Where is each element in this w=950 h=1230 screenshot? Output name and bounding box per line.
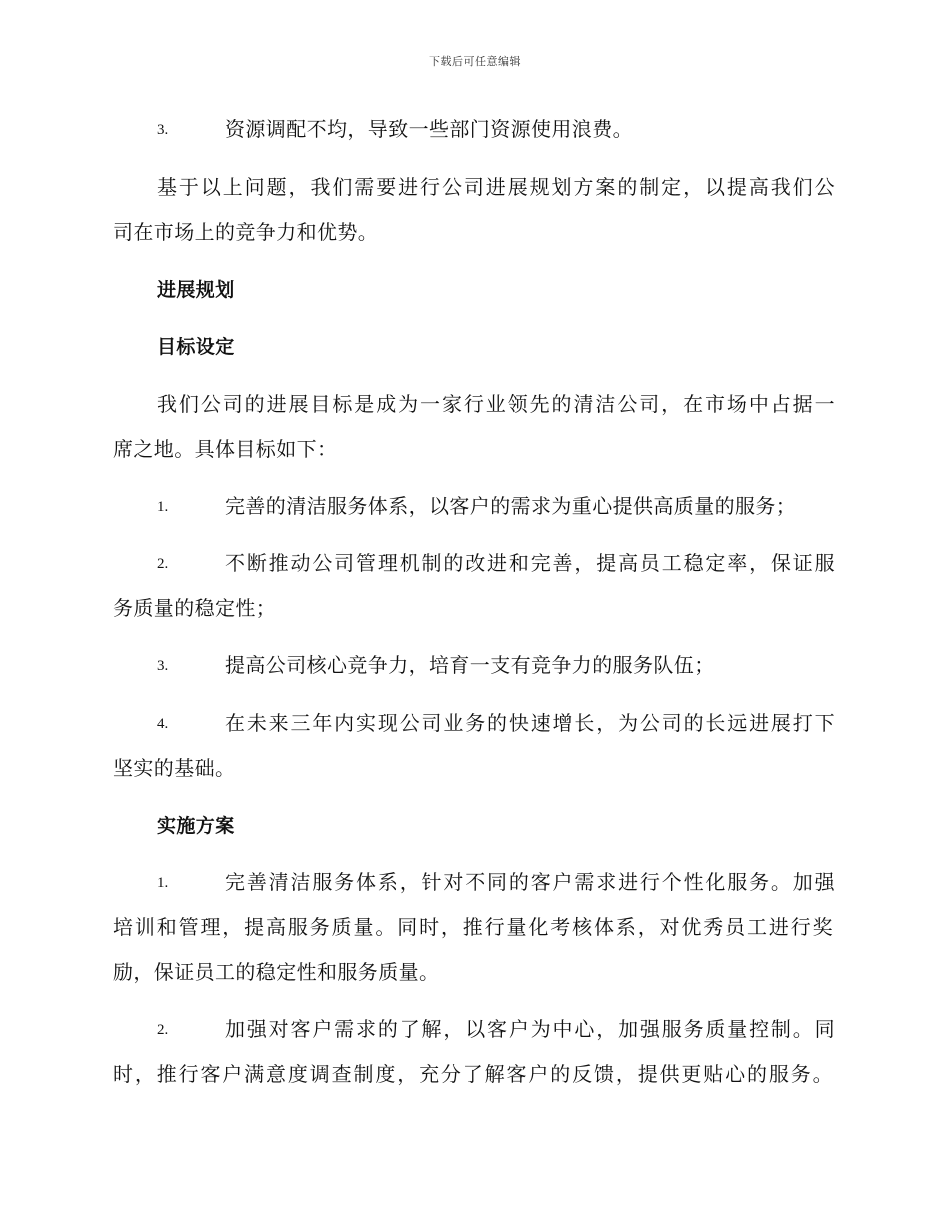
list-number: 3. [157,122,169,138]
paragraph-line: 我们公司的进展目标是成为一家行业领先的清洁公司，在市场中占据一 [157,392,835,416]
paragraph-line: 司在市场上的竞争力和优势。 [113,220,379,244]
list-number: 3. [157,658,169,674]
list-number: 4. [157,716,169,732]
section-heading: 目标设定 [157,336,235,358]
section-heading: 实施方案 [157,815,235,837]
list-item-text: 完善清洁服务体系，针对不同的客户需求进行个性化服务。加强 [225,870,835,894]
list-item-text: 完善的清洁服务体系，以客户的需求为重心提供高质量的服务； [225,494,797,518]
list-item-text: 加强对客户需求的了解，以客户为中心，加强服务质量控制。同 [225,1017,835,1041]
list-item-text: 提高公司核心竞争力，培育一支有竞争力的服务队伍； [225,653,715,677]
list-item-text: 坚实的基础。 [113,756,236,780]
list-item-text: 资源调配不均，导致一些部门资源使用浪费。 [225,117,633,141]
section-heading: 进展规划 [157,279,235,301]
list-number: 2. [157,1022,169,1038]
paragraph-line: 席之地。具体目标如下： [113,437,338,461]
list-number: 2. [157,556,169,572]
list-item-text: 不断推动公司管理机制的改进和完善，提高员工稳定率，保证服 [225,551,835,575]
list-item-text: 时，推行客户满意度调查制度，充分了解客户的反馈，提供更贴心的服务。 [113,1062,833,1086]
list-number: 1. [157,499,169,515]
paragraph-line: 基于以上问题，我们需要进行公司进展规划方案的制定，以提高我们公 [157,175,835,199]
list-number: 1. [157,875,169,891]
page-header: 下载后可任意编辑 [429,55,521,68]
list-item-text: 务质量的稳定性； [113,596,277,620]
list-item-text: 培训和管理，提高服务质量。同时，推行量化考核体系，对优秀员工进行奖 [113,915,833,939]
list-item-text: 在未来三年内实现公司业务的快速增长，为公司的长远进展打下 [225,711,835,735]
list-item-text: 励，保证员工的稳定性和服务质量。 [113,960,440,984]
